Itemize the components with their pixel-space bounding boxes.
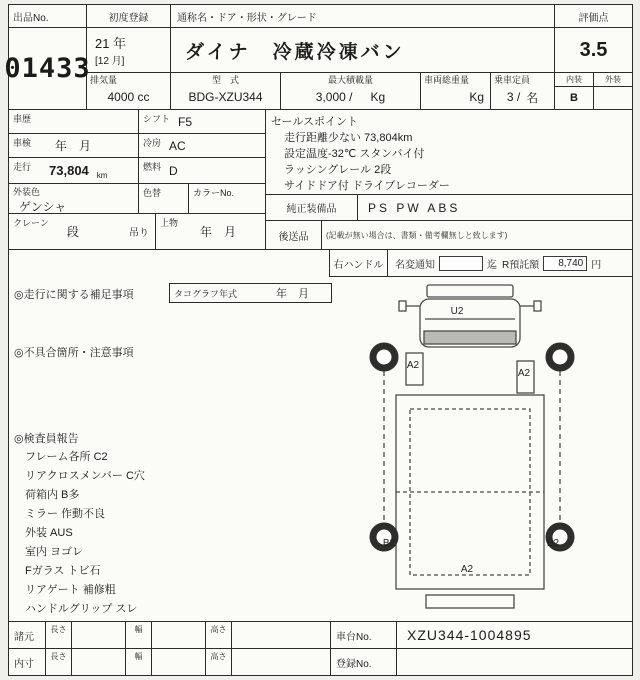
reg-no-label: 登録No. xyxy=(331,649,397,675)
max-load-unit: Kg xyxy=(370,90,386,104)
first-registration-label: 初度登録 xyxy=(87,5,171,27)
handle-deposit-strip xyxy=(329,250,632,277)
shift-cell xyxy=(139,110,265,133)
diagram-mark-b2-right: B2 xyxy=(546,538,560,549)
max-load-number: 3,000 / xyxy=(315,90,353,104)
uwamono-value: 年 月 xyxy=(200,225,237,239)
registration-table xyxy=(331,622,632,675)
shift-value: F5 xyxy=(178,114,193,129)
uwamono-label: 上物 xyxy=(160,218,179,228)
report-item: リアクロスメンバー C穴 xyxy=(25,470,145,482)
report-item: 室内 ヨゴレ xyxy=(25,546,84,558)
chassis-no-value: XZU344-1004895 xyxy=(407,627,532,643)
made-label: 迄 xyxy=(487,259,497,271)
capacity-unit: 名 xyxy=(526,90,539,105)
length-label: 長さ xyxy=(46,649,72,675)
width-label: 幅 xyxy=(126,622,152,648)
defect-title: ◎不具合箇所・注意事項 xyxy=(14,347,134,359)
gvw-unit: Kg xyxy=(469,90,484,104)
vehicle-diagram xyxy=(332,277,632,619)
score-label: 評価点 xyxy=(555,5,632,28)
height-label: 高さ xyxy=(206,649,232,675)
shaken-label: 車検 xyxy=(13,138,32,148)
max-load-label: 最大積載量 xyxy=(327,75,373,85)
ac-label: 冷房 xyxy=(143,138,162,148)
exhibit-no-label: 出品No. xyxy=(9,5,86,28)
sales-points-lines xyxy=(271,129,632,194)
mileage-value: 73,804 xyxy=(49,163,89,178)
naisun-label: 内寸 xyxy=(9,649,46,675)
height-label: 高さ xyxy=(206,622,232,648)
dimensions-table xyxy=(9,622,331,675)
mileage-label: 走行 xyxy=(13,162,32,172)
rear-bumper-shape xyxy=(426,595,514,608)
header-middle xyxy=(87,5,554,109)
score-cell xyxy=(554,5,632,109)
report-item: フレーム各所 C2 xyxy=(25,451,108,463)
sales-points-box xyxy=(266,110,632,195)
ac-value: AC xyxy=(169,138,186,153)
model-cell xyxy=(171,73,281,109)
right-mirror-shape xyxy=(534,301,541,311)
color-no-cell xyxy=(189,184,265,213)
sales-point: 設定温度-32℃ スタンバイ付 xyxy=(284,148,425,160)
shaken-cell xyxy=(9,134,139,157)
report-item: Fガラス トビ石 xyxy=(25,565,101,577)
name-change-box xyxy=(439,256,483,271)
inspector-title: ◎検査員報告 xyxy=(14,433,79,445)
color-change-label: 色替 xyxy=(143,188,162,198)
naisun-length-value xyxy=(72,649,126,675)
exhibit-no-value: 01433 xyxy=(4,53,91,84)
mileage-cell xyxy=(9,158,139,183)
kousou-note: (記載が無い場合は、書類・備考欄無しと致します) xyxy=(326,230,508,240)
inspector-report-list xyxy=(25,448,145,619)
tachograph-box xyxy=(169,283,332,303)
steering-label: 右ハンドル xyxy=(330,250,388,276)
crane-dan: 段 xyxy=(66,225,79,239)
diagram-mark-b2-left: B2 xyxy=(382,538,396,549)
exterior-color-value: ゲンシャ xyxy=(19,200,67,214)
diagram-mark-a2-rear: A2 xyxy=(460,564,474,575)
length-label: 長さ xyxy=(46,622,72,648)
details-section xyxy=(8,110,633,250)
fuel-label: 燃料 xyxy=(143,162,162,172)
uwamono-cell xyxy=(156,214,265,249)
front-right-wheel xyxy=(549,346,571,368)
naisun-width-value xyxy=(152,649,206,675)
front-bumper-shape xyxy=(427,285,513,297)
deposit-label: R預託額 xyxy=(502,259,540,271)
capacity-cell xyxy=(491,73,554,109)
first-registration-value xyxy=(87,28,171,72)
shogen-length-value xyxy=(72,622,126,648)
deposit-value-box: 8,740 xyxy=(543,256,587,271)
sales-point: サイドドア付 ドライブレコーダー xyxy=(284,180,450,192)
max-load-cell xyxy=(281,73,421,109)
details-left-table xyxy=(9,110,266,249)
naisun-height-value xyxy=(232,649,330,675)
details-right-area xyxy=(266,110,632,249)
report-item: ミラー 作動不良 xyxy=(25,508,106,520)
score-value: 3.5 xyxy=(555,28,632,73)
displacement-label: 排気量 xyxy=(90,75,118,85)
tachograph-value: 年 月 xyxy=(276,288,309,300)
equipment-row xyxy=(266,195,632,221)
capacity-label: 乗車定員 xyxy=(494,75,531,85)
shogen-label: 諸元 xyxy=(9,622,46,648)
shift-label: シフト xyxy=(143,114,171,124)
tachograph-label: タコグラフ年式 xyxy=(174,288,238,299)
vehicle-name: ダイナ 冷蔵冷凍バン xyxy=(185,41,405,63)
model-label: 型 式 xyxy=(211,75,239,85)
max-load-value xyxy=(281,85,420,109)
displacement-value: 4000 cc xyxy=(107,90,150,104)
exhibit-no-cell xyxy=(4,5,91,109)
report-item: 荷箱内 B多 xyxy=(25,489,80,501)
fuel-cell xyxy=(139,158,265,183)
history-cell xyxy=(9,110,139,133)
first-reg-year: 21 年 xyxy=(95,36,127,51)
interior-label: 内装 xyxy=(555,73,594,86)
reg-no-value xyxy=(397,649,632,675)
diagram-mark-a2-left: A2 xyxy=(406,360,420,371)
first-reg-month: [12 月] xyxy=(95,56,125,67)
diagram-mark-a2-right: A2 xyxy=(517,368,531,379)
sales-point: ラッシングレール 2段 xyxy=(284,164,392,176)
gvw-label: 車両総重量 xyxy=(424,75,470,85)
crane-tsuri: 吊り xyxy=(129,228,149,239)
mileage-note-title: ◎走行に関する補足事項 xyxy=(14,289,134,301)
front-left-wheel xyxy=(373,346,395,368)
capacity-number: 3 / xyxy=(506,90,521,104)
footer-section xyxy=(8,622,633,676)
left-mirror-shape xyxy=(399,301,406,311)
interior-grade: B xyxy=(555,87,594,109)
shogen-height-value xyxy=(232,622,330,648)
gvw-cell xyxy=(421,73,491,109)
ac-cell xyxy=(139,134,265,157)
exterior-label: 外装 xyxy=(605,75,621,84)
color-no-label: カラーNo. xyxy=(193,188,235,198)
vehicle-name-header-label: 通称名・ドア・形状・グレード xyxy=(177,12,317,24)
displacement-cell xyxy=(87,73,171,109)
sales-points-title: セールスポイント xyxy=(271,116,359,128)
header-section xyxy=(4,4,633,110)
shogen-width-value xyxy=(152,622,206,648)
diagram-mark-u2: U2 xyxy=(450,306,464,317)
report-item: リアゲート 補修粗 xyxy=(25,584,116,596)
main-section xyxy=(8,250,633,622)
shaken-value: 年 月 xyxy=(55,139,92,153)
exterior-color-label: 外装色 xyxy=(13,187,41,197)
color-change-cell xyxy=(139,184,189,213)
history-label: 車歴 xyxy=(13,114,32,124)
equipment-label: 純正装備品 xyxy=(266,195,358,220)
crane-label: クレーン xyxy=(13,218,49,228)
kousou-label: 後送品 xyxy=(266,221,322,249)
sales-point: 走行距離少ない 73,804km xyxy=(284,132,413,144)
report-item: 外装 AUS xyxy=(25,527,73,539)
crane-cell xyxy=(9,214,156,249)
fuel-value: D xyxy=(169,163,178,178)
model-value: BDG-XZU344 xyxy=(188,90,263,104)
width-label: 幅 xyxy=(126,649,152,675)
chassis-no-label: 車台No. xyxy=(331,622,397,648)
equipment-value: PS PW ABS xyxy=(368,200,461,215)
yen-label: 円 xyxy=(591,259,602,271)
exterior-grade xyxy=(594,87,632,109)
report-item: ハンドルグリップ スレ xyxy=(25,603,138,615)
capacity-value xyxy=(491,85,554,109)
name-change-label: 名変通知 xyxy=(395,259,435,271)
kousou-row xyxy=(266,221,632,249)
exterior-color-cell xyxy=(9,184,139,213)
mileage-unit: km xyxy=(96,171,108,180)
